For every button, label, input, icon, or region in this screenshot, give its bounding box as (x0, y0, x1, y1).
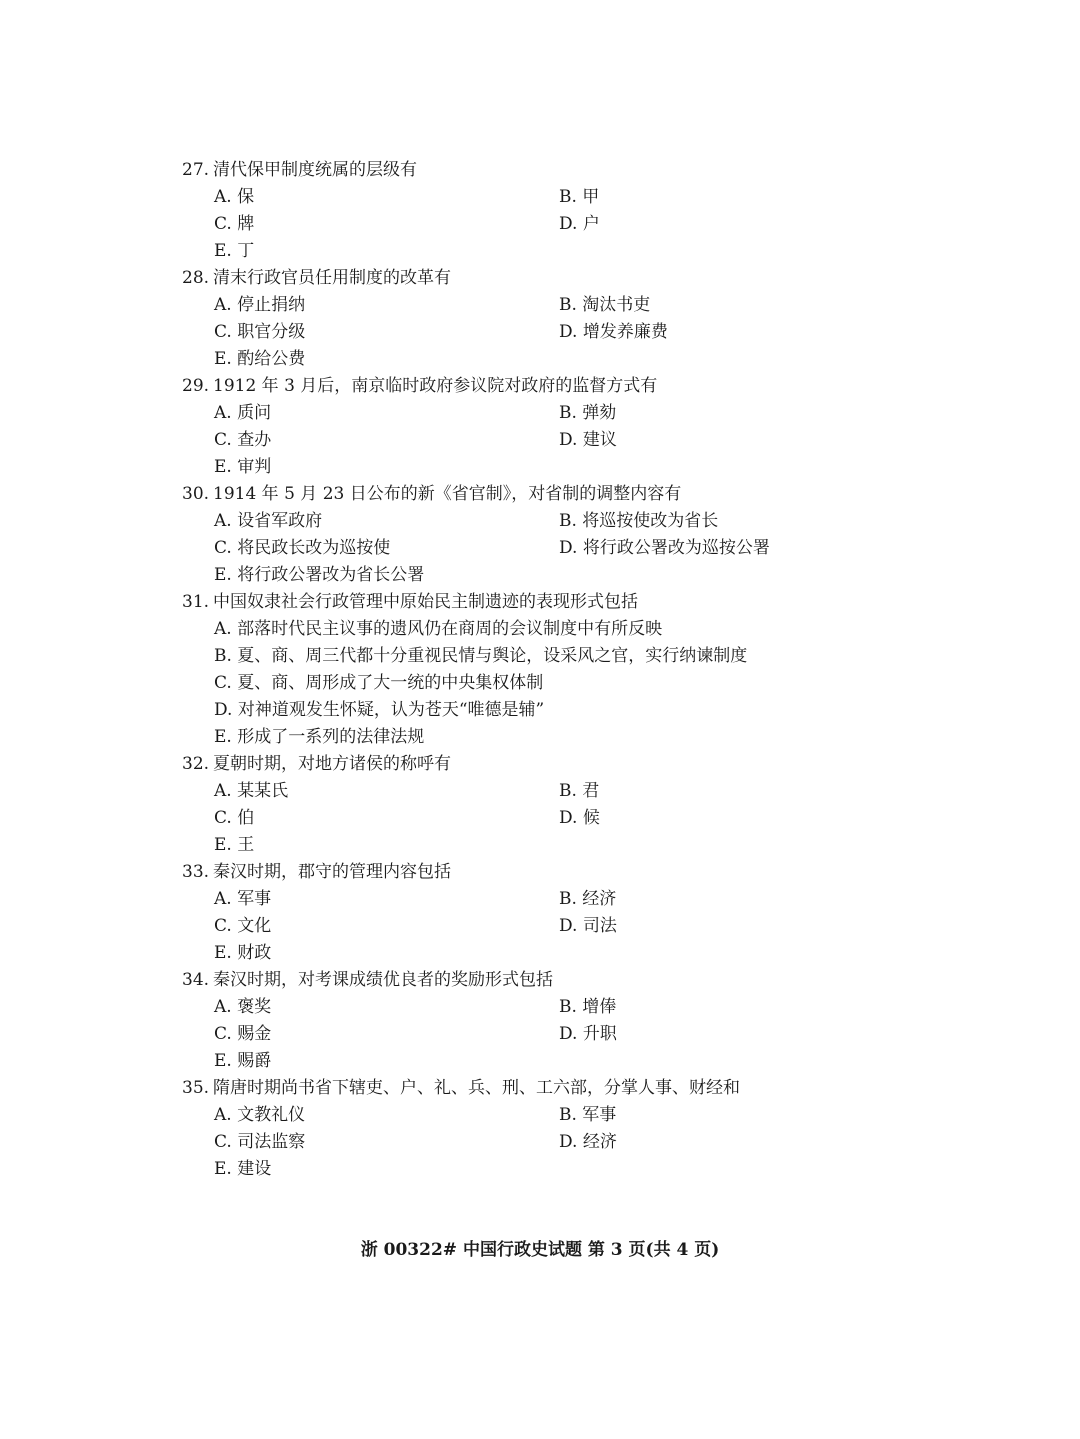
answer-option: D. 建议 (559, 430, 617, 450)
option-row (182, 211, 882, 238)
question-block (182, 265, 882, 373)
question-block (182, 1075, 882, 1183)
option-row (182, 778, 882, 805)
question-block (182, 157, 882, 265)
question-text: 秦汉时期，郡守的管理内容包括 (213, 862, 451, 882)
answer-option: C. 司法监察 (214, 1132, 306, 1152)
question-stem (182, 481, 882, 508)
option-row (182, 454, 882, 481)
answer-option: B. 淘汰书吏 (559, 295, 651, 315)
answer-option: A. 设省军政府 (214, 511, 323, 531)
answer-option: B. 夏、商、周三代都十分重视民情与舆论，设采风之官，实行纳谏制度 (214, 646, 748, 666)
option-row (182, 805, 882, 832)
answer-option: E. 王 (214, 835, 255, 855)
answer-option: E. 赐爵 (214, 1051, 272, 1071)
answer-option: A. 褒奖 (214, 997, 272, 1017)
answer-option: B. 增俸 (559, 997, 617, 1017)
answer-option: C. 伯 (214, 808, 255, 828)
option-row (182, 832, 882, 859)
option-row (182, 508, 882, 535)
answer-option: C. 查办 (214, 430, 272, 450)
answer-option: A. 保 (214, 187, 255, 207)
answer-option: E. 丁 (214, 241, 255, 261)
question-number: 35. (182, 1078, 210, 1098)
answer-option: D. 增发养廉费 (559, 322, 668, 342)
answer-option: B. 君 (559, 781, 600, 801)
answer-option: C. 文化 (214, 916, 272, 936)
option-row (182, 292, 882, 319)
question-number: 31. (182, 592, 210, 612)
option-row (182, 940, 882, 967)
answer-option: B. 军事 (559, 1105, 617, 1125)
option-row (182, 1102, 882, 1129)
option-row (182, 994, 882, 1021)
question-block (182, 859, 882, 967)
question-stem (182, 589, 882, 616)
question-text: 夏朝时期，对地方诸侯的称呼有 (213, 754, 451, 774)
answer-option: A. 文教礼仪 (214, 1105, 306, 1125)
answer-option: E. 将行政公署改为省长公署 (214, 565, 425, 585)
question-stem (182, 157, 882, 184)
answer-option: B. 弹劾 (559, 403, 617, 423)
question-block (182, 589, 882, 751)
question-stem (182, 1075, 882, 1102)
question-number: 30. (182, 484, 210, 504)
option-row (182, 535, 882, 562)
question-stem (182, 751, 882, 778)
answer-option: D. 经济 (559, 1132, 617, 1152)
question-text: 隋唐时期尚书省下辖吏、户、礼、兵、刑、工六部，分掌人事、财经和 (213, 1078, 740, 1098)
option-row (182, 400, 882, 427)
option-row (182, 562, 882, 589)
question-number: 34. (182, 970, 210, 990)
answer-option: E. 财政 (214, 943, 272, 963)
question-stem (182, 859, 882, 886)
option-row (182, 238, 882, 265)
answer-option: E. 酌给公费 (214, 349, 306, 369)
answer-option: C. 将民政长改为巡按使 (214, 538, 391, 558)
answer-option: E. 建设 (214, 1159, 272, 1179)
answer-option: C. 牌 (214, 214, 255, 234)
answer-option: E. 审判 (214, 457, 272, 477)
answer-option: C. 职官分级 (214, 322, 306, 342)
answer-option: A. 质问 (214, 403, 272, 423)
option-row (182, 184, 882, 211)
answer-option: D. 将行政公署改为巡按公署 (559, 538, 770, 558)
question-stem (182, 967, 882, 994)
answer-option: A. 部落时代民主议事的遗风仍在商周的会议制度中有所反映 (214, 619, 663, 639)
option-row (182, 427, 882, 454)
option-row (182, 1156, 882, 1183)
answer-option: A. 军事 (214, 889, 272, 909)
question-number: 33. (182, 862, 210, 882)
question-stem (182, 373, 882, 400)
question-number: 32. (182, 754, 210, 774)
question-number: 29. (182, 376, 210, 396)
answer-option: D. 候 (559, 808, 600, 828)
option-row (182, 346, 882, 373)
answer-option: A. 某某氏 (214, 781, 289, 801)
answer-option: C. 夏、商、周形成了大一统的中央集权体制 (214, 673, 544, 693)
question-text: 1912 年 3 月后，南京临时政府参议院对政府的监督方式有 (213, 376, 658, 396)
question-number: 28. (182, 268, 210, 288)
question-text: 清末行政官员任用制度的改革有 (213, 268, 451, 288)
question-block (182, 373, 882, 481)
question-text: 清代保甲制度统属的层级有 (213, 160, 417, 180)
question-number: 27. (182, 160, 210, 180)
answer-option: C. 赐金 (214, 1024, 272, 1044)
option-row (182, 913, 882, 940)
option-row (182, 1021, 882, 1048)
answer-option: E. 形成了一系列的法律法规 (214, 727, 425, 747)
option-row (182, 319, 882, 346)
answer-option: D. 司法 (559, 916, 617, 936)
question-text: 秦汉时期，对考课成绩优良者的奖励形式包括 (213, 970, 553, 990)
question-block (182, 967, 882, 1075)
option-row (182, 886, 882, 913)
question-block (182, 481, 882, 589)
answer-option: B. 甲 (559, 187, 600, 207)
answer-option: D. 户 (559, 214, 600, 234)
answer-option: B. 经济 (559, 889, 617, 909)
question-text: 1914 年 5 月 23 日公布的新《省官制》，对省制的调整内容有 (213, 484, 682, 504)
question-list (182, 157, 882, 1183)
option-row (182, 1129, 882, 1156)
question-block (182, 751, 882, 859)
question-text: 中国奴隶社会行政管理中原始民主制遗迹的表现形式包括 (213, 592, 638, 612)
answer-option: D. 对神道观发生怀疑，认为苍天“唯德是辅” (214, 700, 545, 720)
option-row (182, 1048, 882, 1075)
answer-option: A. 停止捐纳 (214, 295, 306, 315)
answer-option: B. 将巡按使改为省长 (559, 511, 719, 531)
question-stem (182, 265, 882, 292)
page-footer: 浙 00322# 中国行政史试题 第 3 页(共 4 页) (360, 1240, 720, 1260)
answer-option: D. 升职 (559, 1024, 617, 1044)
